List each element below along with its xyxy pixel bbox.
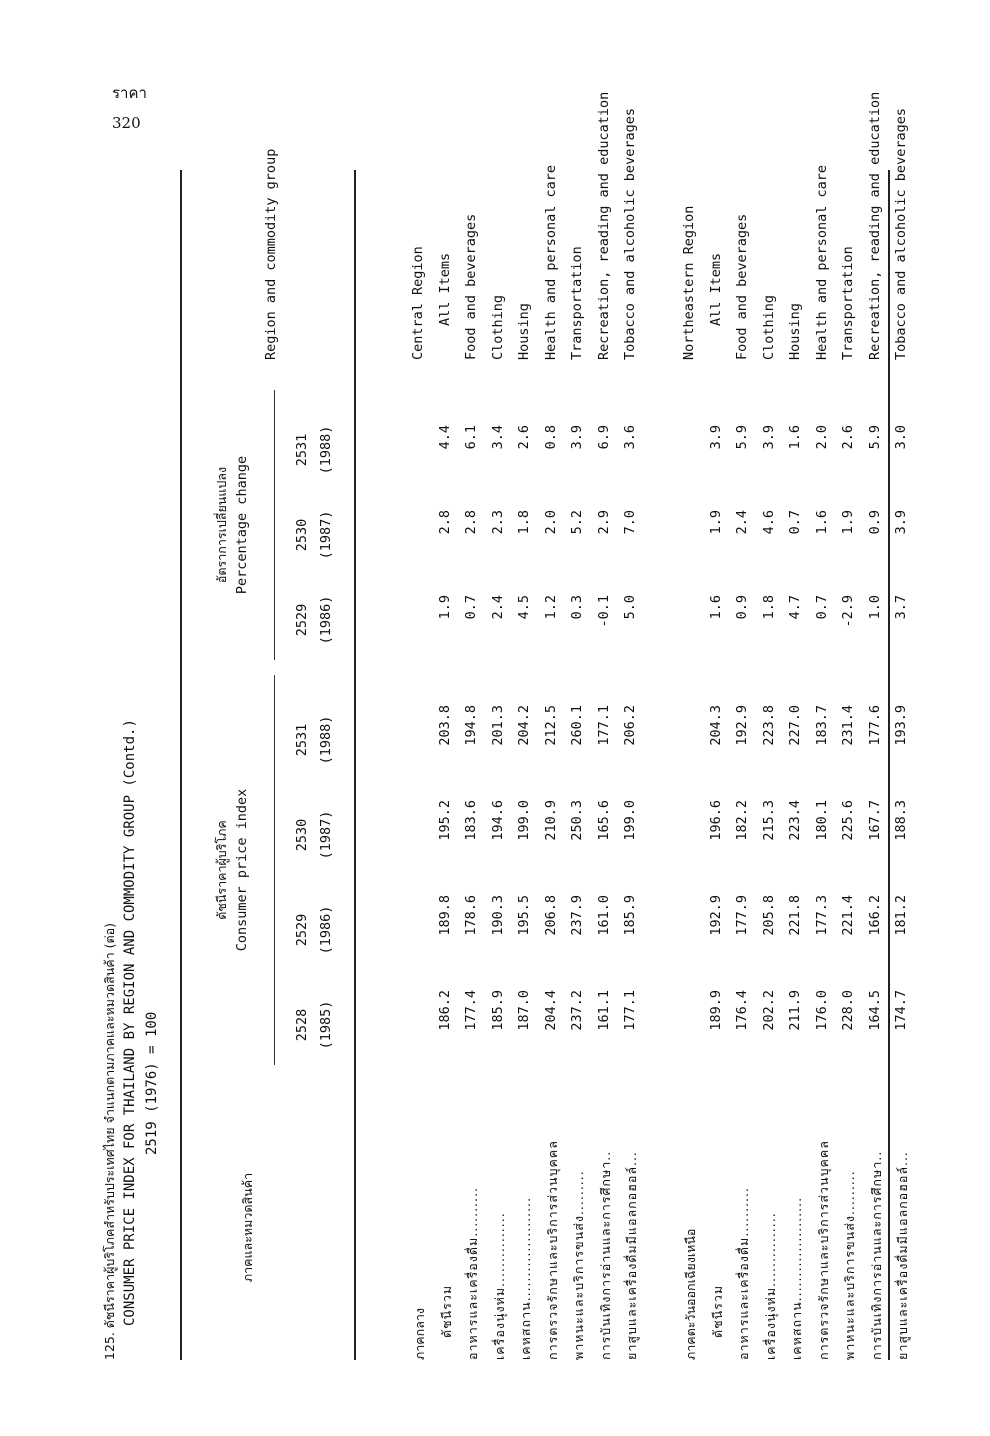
header-bottom-rule — [354, 170, 356, 1360]
cpi-value: 183.6 — [463, 800, 479, 841]
cpi-value: 188.3 — [893, 800, 909, 841]
cpi-value: 166.2 — [866, 895, 883, 936]
row-label-en: Health and personal care — [542, 164, 559, 360]
page-header — [112, 78, 147, 138]
cpi-year-header: 2528 — [294, 1008, 310, 1042]
row-label-thai: เครื่องนุ่งห่ม............... — [762, 1212, 778, 1360]
pct-value: 6.1 — [463, 425, 479, 450]
pct-value: -2.9 — [840, 595, 856, 628]
cpi-year-header: 2530 — [294, 818, 310, 852]
row-label-en: Food and beverages — [734, 213, 750, 360]
cpi-year-ce-header: (1985) — [318, 1000, 334, 1050]
region-name-en: Northeastern Region — [681, 205, 697, 360]
cpi-value: 193.9 — [893, 705, 909, 746]
cpi-value: 215.3 — [760, 800, 777, 841]
pct-value: 1.8 — [516, 510, 532, 535]
cpi-value: 199.0 — [622, 800, 638, 841]
cpi-value: 223.8 — [760, 705, 777, 746]
cpi-header-rule — [274, 675, 275, 1065]
title-base-year: 2519 (1976) = 100 — [144, 1011, 160, 1155]
row-label-en: Tobacco and alcoholic beverages — [893, 108, 909, 360]
pct-year-ce-header: (1988) — [318, 425, 334, 475]
cpi-value: 161.0 — [595, 895, 612, 936]
cpi-year-ce-header: (1987) — [318, 810, 334, 860]
cpi-value: 182.2 — [734, 800, 750, 841]
cpi-value: 164.5 — [866, 990, 883, 1031]
header-cpi-en: Consumer price index — [234, 788, 250, 952]
pct-value: 5.2 — [569, 510, 585, 535]
pct-value: 0.7 — [787, 510, 803, 535]
section-label: ราคา — [112, 84, 147, 102]
row-label-en: Clothing — [760, 294, 777, 360]
title-english: CONSUMER PRICE INDEX FOR THAILAND BY REGION AND COMMODITY GROUP (Contd.) — [122, 719, 138, 1326]
row-label-en: All Items — [436, 252, 453, 326]
cpi-value: 192.9 — [734, 705, 750, 746]
cpi-year-ce-header: (1986) — [318, 905, 334, 955]
region-name-thai: ภาคกลาง — [412, 1308, 427, 1360]
cpi-value: 227.0 — [787, 705, 803, 746]
row-label-thai: การตรวจรักษาและบริการส่วนบุคคล — [544, 1140, 560, 1360]
pct-value: 2.8 — [463, 510, 479, 535]
cpi-value: 225.6 — [840, 800, 856, 841]
pct-value: 5.0 — [622, 595, 638, 620]
pct-value: 2.4 — [489, 595, 506, 620]
row-label-thai: เคหสถาน..................... — [789, 1196, 804, 1360]
pct-value: 3.7 — [893, 595, 909, 620]
cpi-value: 210.9 — [542, 800, 559, 841]
row-label-en: Food and beverages — [463, 213, 479, 360]
pct-value: 0.7 — [463, 595, 479, 620]
cpi-value: 189.8 — [436, 895, 453, 936]
cpi-value: 194.6 — [489, 800, 506, 841]
cpi-value: 183.7 — [813, 705, 830, 746]
cpi-value: 177.4 — [463, 990, 479, 1031]
pct-value: 1.9 — [436, 595, 453, 620]
cpi-value: 199.0 — [516, 800, 532, 841]
pct-value: 3.9 — [893, 510, 909, 535]
cpi-value: 177.1 — [595, 705, 612, 746]
pct-value: 3.9 — [760, 425, 777, 450]
pct-value: 1.9 — [840, 510, 856, 535]
cpi-value: 165.6 — [595, 800, 612, 841]
pct-value: 0.7 — [813, 595, 830, 620]
cpi-value: 186.2 — [436, 990, 453, 1031]
row-label-en: Tobacco and alcoholic beverages — [622, 108, 638, 360]
cpi-value: 250.3 — [569, 800, 585, 841]
row-label-thai: การบันเทิงการอ่านและการศึกษา.. — [868, 1150, 884, 1360]
row-label-thai: อาหารและเครื่องดื่ม.......... — [465, 1187, 480, 1360]
pct-value: 1.6 — [787, 425, 803, 450]
header-cpi-thai: ดัชนีราคาผู้บริโภค — [214, 820, 229, 920]
pct-value: 2.6 — [840, 425, 856, 450]
pct-value: 3.0 — [893, 425, 909, 450]
cpi-value: 187.0 — [516, 990, 532, 1031]
row-label-en: Health and personal care — [813, 164, 830, 360]
cpi-value: 228.0 — [840, 990, 856, 1031]
cpi-value: 201.3 — [489, 705, 506, 746]
header-right-en: Region and commodity group — [263, 148, 279, 360]
cpi-value: 202.2 — [760, 990, 777, 1031]
cpi-value: 181.2 — [893, 895, 909, 936]
cpi-value: 237.2 — [569, 990, 585, 1031]
cpi-value: 221.8 — [787, 895, 803, 936]
cpi-value: 177.1 — [622, 990, 638, 1031]
row-label-thai: ดัชนีรวม — [438, 1284, 454, 1338]
cpi-value: 161.1 — [595, 990, 612, 1031]
row-label-en: Clothing — [489, 294, 506, 360]
cpi-value: 177.3 — [813, 895, 830, 936]
row-label-thai: ดัชนีรวม — [709, 1284, 725, 1338]
row-label-en: Transportation — [840, 246, 856, 360]
cpi-value: 195.5 — [516, 895, 532, 936]
pct-year-header: 2531 — [294, 433, 310, 467]
pct-value: 1.6 — [813, 510, 830, 535]
pct-value: 1.9 — [707, 510, 724, 535]
pct-value: 2.9 — [595, 510, 612, 535]
cpi-value: 205.8 — [760, 895, 777, 936]
pct-value: 2.8 — [436, 510, 453, 535]
pct-value: 0.3 — [569, 595, 585, 620]
cpi-value: 231.4 — [840, 705, 856, 746]
pct-header-rule — [274, 390, 275, 660]
pct-value: 3.6 — [622, 425, 638, 450]
pct-value: 7.0 — [622, 510, 638, 535]
cpi-value: 206.2 — [622, 705, 638, 746]
pct-value: 2.0 — [542, 510, 559, 535]
cpi-value: 189.9 — [707, 990, 724, 1031]
page-number: 320 — [112, 114, 141, 132]
cpi-value: 206.8 — [542, 895, 559, 936]
row-label-en: All Items — [707, 252, 724, 326]
pct-value: 3.9 — [707, 425, 724, 450]
pct-value: 2.0 — [813, 425, 830, 450]
cpi-value: 177.6 — [866, 705, 883, 746]
cpi-value: 196.6 — [707, 800, 724, 841]
pct-value: 1.2 — [542, 595, 559, 620]
pct-year-ce-header: (1986) — [318, 595, 334, 645]
row-label-en: Housing — [787, 303, 803, 360]
pct-value: 0.8 — [542, 425, 559, 450]
pct-value: 1.6 — [707, 595, 724, 620]
row-label-thai: เครื่องนุ่งห่ม............... — [491, 1212, 507, 1360]
row-label-thai: การตรวจรักษาและบริการส่วนบุคคล — [815, 1140, 831, 1360]
pct-year-header: 2530 — [294, 518, 310, 552]
cpi-value: 204.4 — [542, 990, 559, 1031]
title-thai: 125. ดัชนีราคาผู้บริโภคสำหรับประเทศไทย จำแนกตามภาคและหมวดสินค้า (ต่อ) — [102, 923, 117, 1360]
pct-value: 3.4 — [489, 425, 506, 450]
row-label-thai: ยาสูบและเครื่องดื่มมีแอลกอฮอล์... — [895, 1151, 910, 1360]
bottom-rule — [888, 170, 890, 1360]
cpi-value: 204.3 — [707, 705, 724, 746]
cpi-value: 204.2 — [516, 705, 532, 746]
pct-value: 4.5 — [516, 595, 532, 620]
header-pct-en: Percentage change — [234, 455, 250, 595]
cpi-value: 178.6 — [463, 895, 479, 936]
cpi-value: 194.8 — [463, 705, 479, 746]
row-label-en: Recreation, reading and education — [595, 91, 612, 360]
cpi-value: 237.9 — [569, 895, 585, 936]
cpi-value: 195.2 — [436, 800, 453, 841]
cpi-value: 223.4 — [787, 800, 803, 841]
row-label-en: Recreation, reading and education — [866, 91, 883, 360]
pct-year-ce-header: (1987) — [318, 510, 334, 560]
region-name-thai: ภาคตะวันออกเฉียงเหนือ — [683, 1228, 698, 1360]
row-label-thai: เคหสถาน..................... — [518, 1196, 533, 1360]
header-left-thai: ภาคและหมวดสินค้า — [240, 1172, 255, 1283]
cpi-value: 174.7 — [893, 990, 909, 1031]
cpi-value: 185.9 — [622, 895, 638, 936]
pct-value: 6.9 — [595, 425, 612, 450]
pct-value: 5.9 — [866, 425, 883, 450]
cpi-value: 180.1 — [813, 800, 830, 841]
cpi-value: 211.9 — [787, 990, 803, 1031]
pct-value: 4.7 — [787, 595, 803, 620]
pct-value: 2.6 — [516, 425, 532, 450]
cpi-year-header: 2531 — [294, 723, 310, 757]
pct-value: 4.6 — [760, 510, 777, 535]
row-label-thai: อาหารและเครื่องดื่ม.......... — [736, 1187, 751, 1360]
cpi-value: 221.4 — [840, 895, 856, 936]
row-label-thai: ยาสูบและเครื่องดื่มมีแอลกอฮอล์... — [624, 1151, 639, 1360]
row-label-thai: พาหนะและบริการขนส่ง......... — [571, 1170, 586, 1360]
cpi-value: 167.7 — [866, 800, 883, 841]
pct-value: 5.9 — [734, 425, 750, 450]
row-label-thai: พาหนะและบริการขนส่ง......... — [842, 1170, 857, 1360]
row-label-en: Transportation — [569, 246, 585, 360]
pct-year-header: 2529 — [294, 603, 310, 637]
cpi-value: 192.9 — [707, 895, 724, 936]
cpi-value: 177.9 — [734, 895, 750, 936]
cpi-year-ce-header: (1988) — [318, 715, 334, 765]
cpi-value: 185.9 — [489, 990, 506, 1031]
pct-value: 0.9 — [734, 595, 750, 620]
pct-value: 2.3 — [489, 510, 506, 535]
top-rule — [180, 170, 182, 1360]
row-label-thai: การบันเทิงการอ่านและการศึกษา.. — [597, 1150, 613, 1360]
pct-value: -0.1 — [595, 595, 612, 628]
cpi-value: 176.4 — [734, 990, 750, 1031]
cpi-value: 212.5 — [542, 705, 559, 746]
pct-value: 0.9 — [866, 510, 883, 535]
cpi-value: 176.0 — [813, 990, 830, 1031]
cpi-value: 190.3 — [489, 895, 506, 936]
pct-value: 2.4 — [734, 510, 750, 535]
pct-value: 4.4 — [436, 425, 453, 450]
pct-value: 1.8 — [760, 595, 777, 620]
cpi-year-header: 2529 — [294, 913, 310, 947]
cpi-value: 203.8 — [436, 705, 453, 746]
cpi-value: 260.1 — [569, 705, 585, 746]
pct-value: 1.0 — [866, 595, 883, 620]
row-label-en: Housing — [516, 303, 532, 360]
header-pct-thai: อัตราการเปลี่ยนแปลง — [214, 466, 229, 584]
pct-value: 3.9 — [569, 425, 585, 450]
region-name-en: Central Region — [410, 246, 426, 360]
